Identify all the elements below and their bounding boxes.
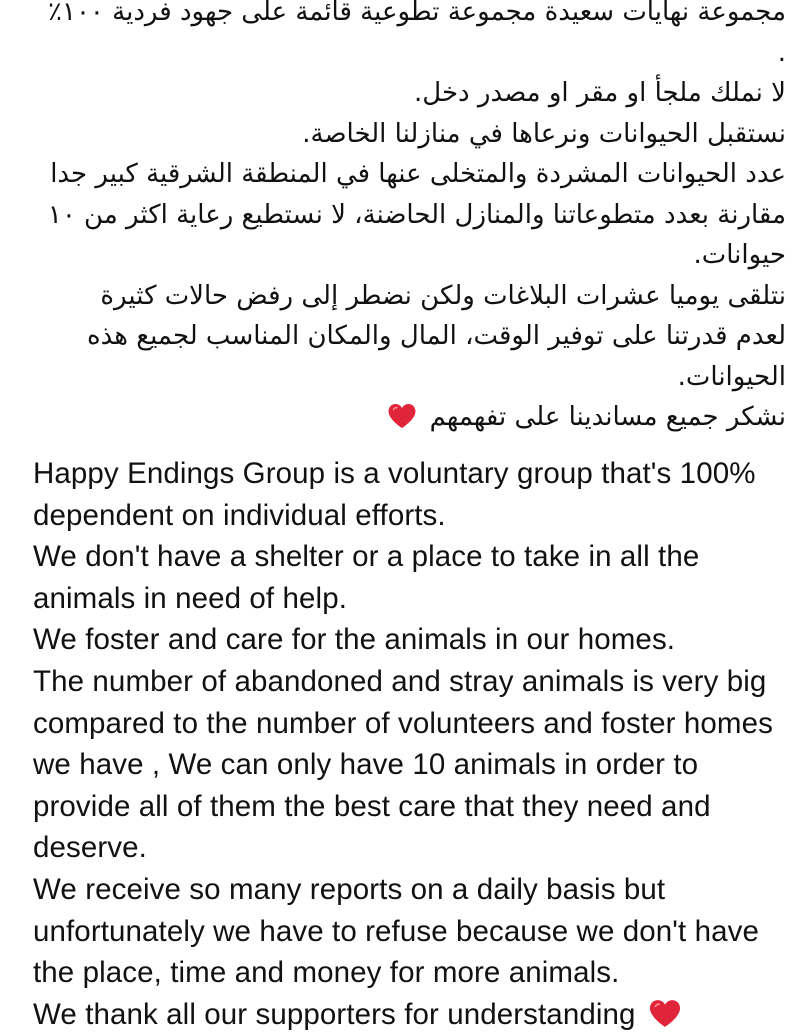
english-thanks-text: We thank all our supporters for understanding xyxy=(33,997,636,1031)
english-paragraph-foster: We foster and care for the animals in our homes. xyxy=(33,623,676,657)
english-paragraph-intro: Happy Endings Group is a voluntary group that's 100% dependent on individual efforts. xyxy=(33,457,756,532)
arabic-text-block xyxy=(46,0,786,438)
english-paragraph-thanks xyxy=(33,994,793,1035)
red-heart-icon xyxy=(387,403,417,429)
red-heart-icon xyxy=(648,999,682,1028)
english-paragraph-no-shelter: We don't have a shelter or a place to take in all the animals in need of help. xyxy=(33,540,700,615)
arabic-paragraph-capacity: عدد الحيوانات المشردة والمتخلى عنها في المنطقة الشرقية كبير جدا مقارنة بعدد متطوعاتنا والمنازل الحاضنة، لا نستطيع رعاية اكثر من ١٠ حيوانات. xyxy=(47,159,786,270)
arabic-paragraph-foster: نستقبل الحيوانات ونرعاها في منازلنا الخاصة. xyxy=(302,118,786,149)
english-paragraph-reports: We receive so many reports on a daily basis but unfortunately we have to refuse because we don't have the place, time and money for more animals. xyxy=(33,872,759,990)
english-paragraph-capacity: The number of abandoned and stray animals is very big compared to the number of volunteers and foster homes we have , We can only have 10 animals in order to provide all of them the best care that they need and deserve. xyxy=(33,664,773,865)
arabic-paragraph-intro: مجموعة نهايات سعيدة مجموعة تطوعية قائمة على جهود فردية ١٠٠٪ . xyxy=(48,0,786,68)
english-text-block xyxy=(33,453,793,1035)
arabic-paragraph-no-shelter: لا نملك ملجأ او مقر او مصدر دخل. xyxy=(414,78,786,108)
arabic-thanks-text: نشكر جميع مساندينا على تفهمهم xyxy=(429,402,786,432)
arabic-paragraph-reports: نتلقى يوميا عشرات البلاغات ولكن نضطر إلى رفض حالات كثيرة لعدم قدرتنا على توفير الوقت، المال والمكان المناسب لجميع هذه الحيوانات. xyxy=(87,280,786,392)
arabic-paragraph-thanks xyxy=(46,397,786,438)
